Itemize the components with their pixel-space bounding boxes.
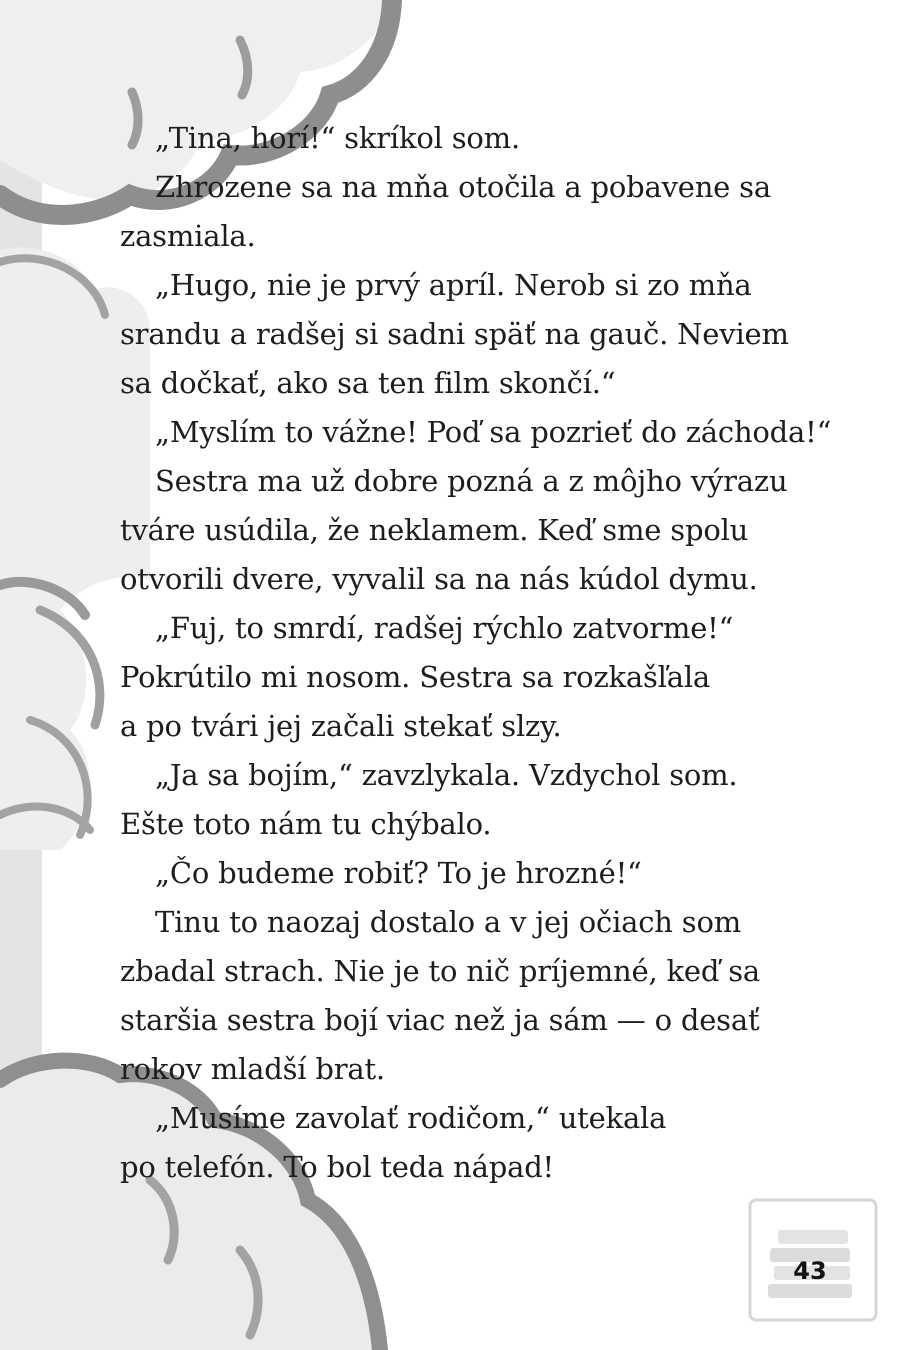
text-line: „Musíme zavolať rodičom,“ utekala (155, 1101, 667, 1135)
text-line: zasmiala. (120, 219, 256, 253)
text-line: tváre usúdila, že neklamem. Keď sme spolu (120, 513, 749, 547)
text-line: Sestra ma už dobre pozná a z môjho výrazu (155, 464, 788, 498)
text-line: „Ja sa bojím,“ zavzlykala. Vzdychol som. (155, 758, 738, 792)
text-line: rokov mladší brat. (120, 1052, 385, 1086)
page-number: 43 (793, 1257, 827, 1285)
text-line: „Myslím to vážne! Poď sa pozrieť do záchoda!“ (155, 415, 832, 449)
text-line: a po tvári jej začali stekať slzy. (120, 709, 562, 743)
text-line: Ešte toto nám tu chýbalo. (120, 807, 492, 841)
text-line: staršia sestra bojí viac než ja sám — o desať (120, 1003, 760, 1037)
text-line: Pokrútilo mi nosom. Sestra sa rozkašľala (120, 660, 710, 694)
text-line: „Tina, horí!“ skríkol som. (155, 121, 520, 155)
text-line: „Čo budeme robiť? To je hrozné!“ (155, 856, 642, 890)
text-line: po telefón. To bol teda nápad! (120, 1150, 555, 1184)
story-text (120, 114, 832, 1192)
text-line: Tinu to naozaj dostalo a v jej očiach som (155, 905, 742, 939)
text-line: „Fuj, to smrdí, radšej rýchlo zatvorme!“ (155, 611, 734, 645)
text-line: zbadal strach. Nie je to nič príjemné, keď sa (120, 954, 760, 988)
text-line: srandu a radšej si sadni späť na gauč. Neviem (120, 317, 789, 351)
text-line: otvorili dvere, vyvalil sa na nás kúdol dymu. (120, 562, 758, 596)
text-line: sa dočkať, ako sa ten film skončí.“ (120, 366, 616, 400)
text-line: Zhrozene sa na mňa otočila a pobavene sa (155, 170, 771, 204)
text-line: „Hugo, nie je prvý apríl. Nerob si zo mňa (155, 268, 752, 302)
